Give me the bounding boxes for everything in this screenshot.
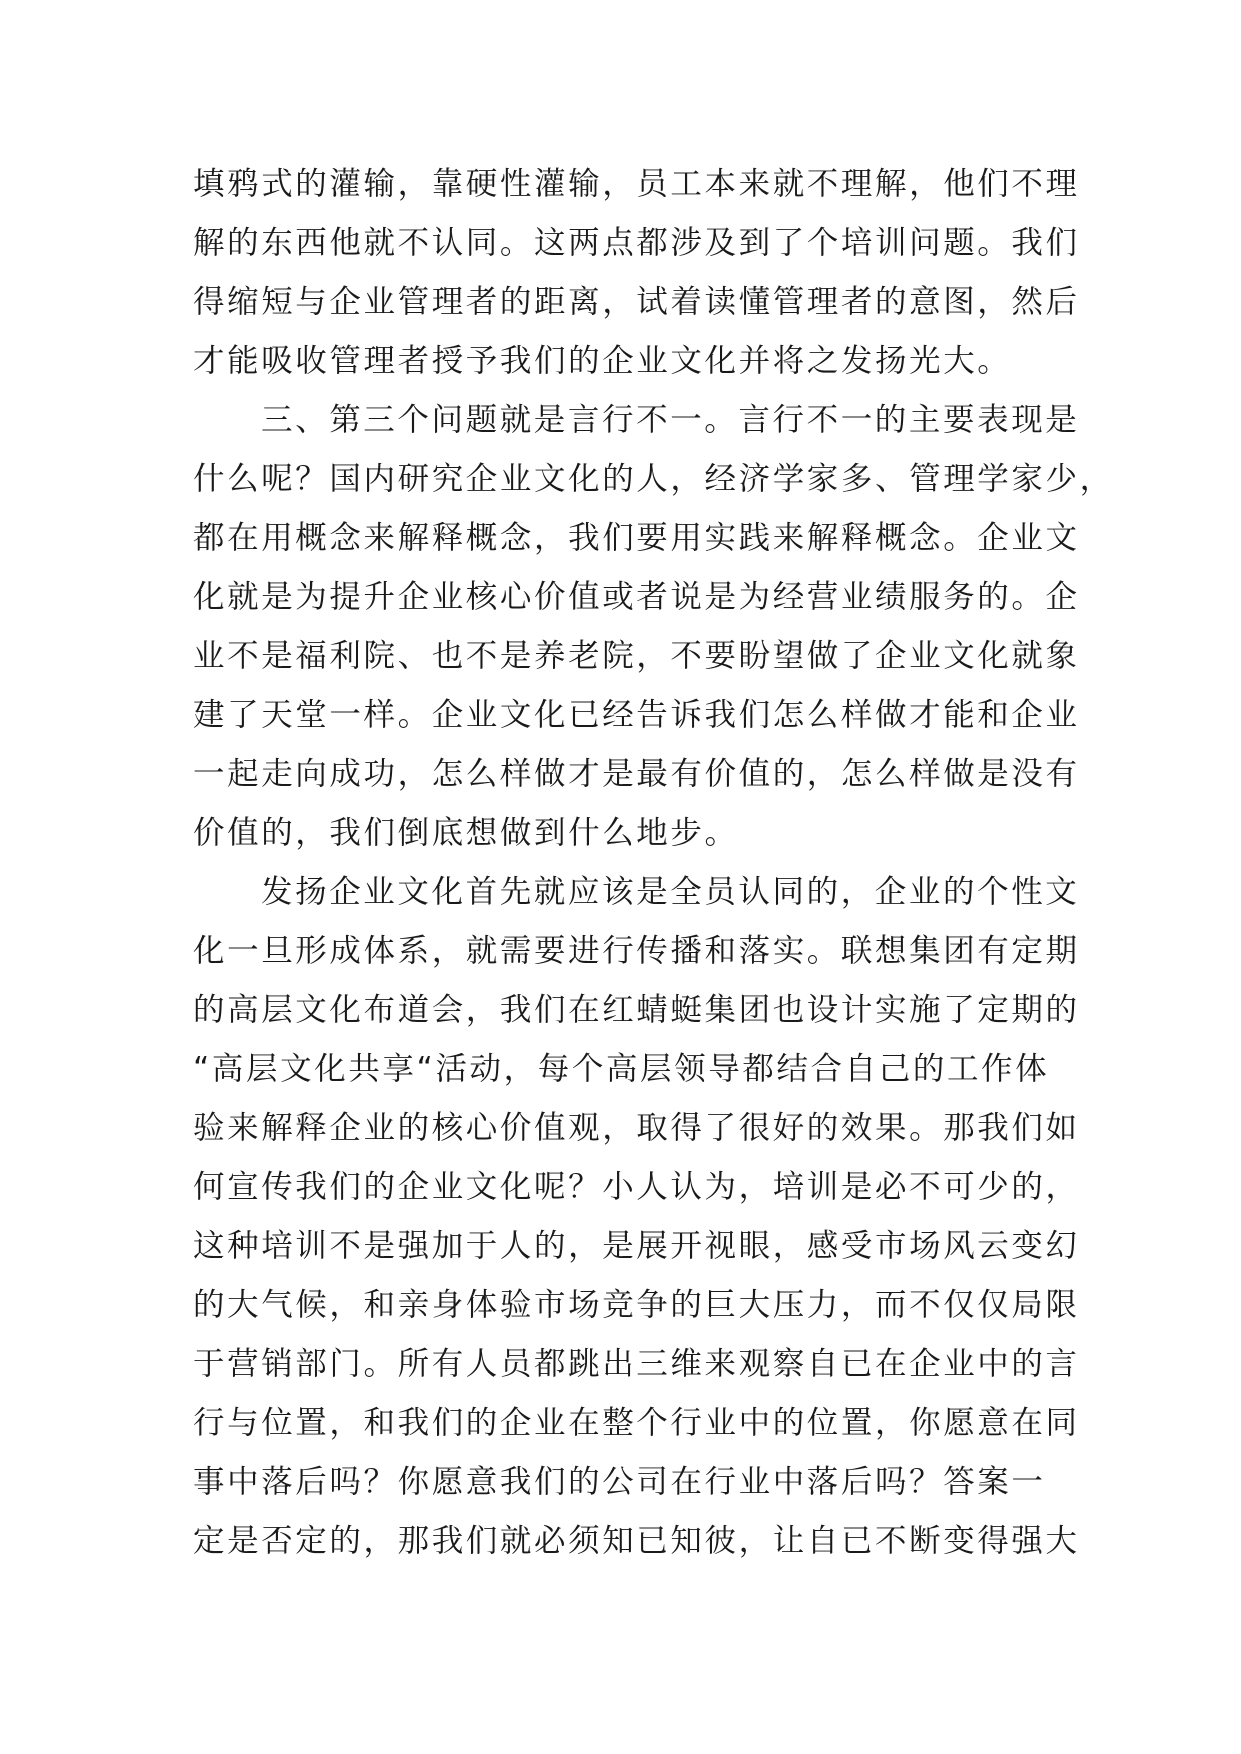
text-line: 何宣传我们的企业文化呢？小人认为，培训是必不可少的， xyxy=(193,1169,1080,1205)
text-line: 填鸦式的灌输，靠硬性灌输，员工本来就不理解，他们不理 xyxy=(193,166,1080,202)
text-line: 化就是为提升企业核心价值或者说是为经营业绩服务的。企 xyxy=(193,579,1080,615)
text-line: 事中落后吗？你愿意我们的公司在行业中落后吗？答案一 xyxy=(193,1464,1046,1500)
text-line: 得缩短与企业管理者的距离，试着读懂管理者的意图，然后 xyxy=(193,284,1080,320)
text-line: 这种培训不是强加于人的，是展开视眼，感受市场风云变幻 xyxy=(193,1228,1080,1264)
text-line: 的大气候，和亲身体验市场竞争的巨大压力，而不仅仅局限 xyxy=(193,1287,1080,1323)
paragraph-start-line: 三、第三个问题就是言行不一。言行不一的主要表现是 xyxy=(261,402,1080,438)
text-line: 价值的，我们倒底想做到什么地步。 xyxy=(193,815,739,851)
text-line: 建了天堂一样。企业文化已经告诉我们怎么样做才能和企业 xyxy=(193,697,1080,733)
text-line: 才能吸收管理者授予我们的企业文化并将之发扬光大。 xyxy=(193,343,1012,379)
text-line: 都在用概念来解释概念，我们要用实践来解释概念。企业文 xyxy=(193,520,1080,556)
text-line: “高层文化共享“活动，每个高层领导都结合自己的工作体 xyxy=(193,1051,1050,1087)
text-line: 行与位置，和我们的企业在整个行业中的位置，你愿意在同 xyxy=(193,1405,1080,1441)
text-line: 什么呢？国内研究企业文化的人，经济学家多、管理学家少， xyxy=(193,461,1114,497)
text-line: 一起走向成功，怎么样做才是最有价值的，怎么样做是没有 xyxy=(193,756,1080,792)
paragraph-start-line: 发扬企业文化首先就应该是全员认同的，企业的个性文 xyxy=(261,874,1080,910)
text-line: 解的东西他就不认同。这两点都涉及到了个培训问题。我们 xyxy=(193,225,1080,261)
text-line: 的高层文化布道会，我们在红蜻蜓集团也设计实施了定期的 xyxy=(193,992,1080,1028)
text-line: 定是否定的，那我们就必须知已知彼，让自已不断变得强大 xyxy=(193,1523,1080,1559)
text-line: 化一旦形成体系，就需要进行传播和落实。联想集团有定期 xyxy=(193,933,1080,969)
text-line: 业不是福利院、也不是养老院，不要盼望做了企业文化就象 xyxy=(193,638,1080,674)
text-line: 验来解释企业的核心价值观，取得了很好的效果。那我们如 xyxy=(193,1110,1080,1146)
text-line: 于营销部门。所有人员都跳出三维来观察自已在企业中的言 xyxy=(193,1346,1080,1382)
body-text xyxy=(193,155,1114,1571)
